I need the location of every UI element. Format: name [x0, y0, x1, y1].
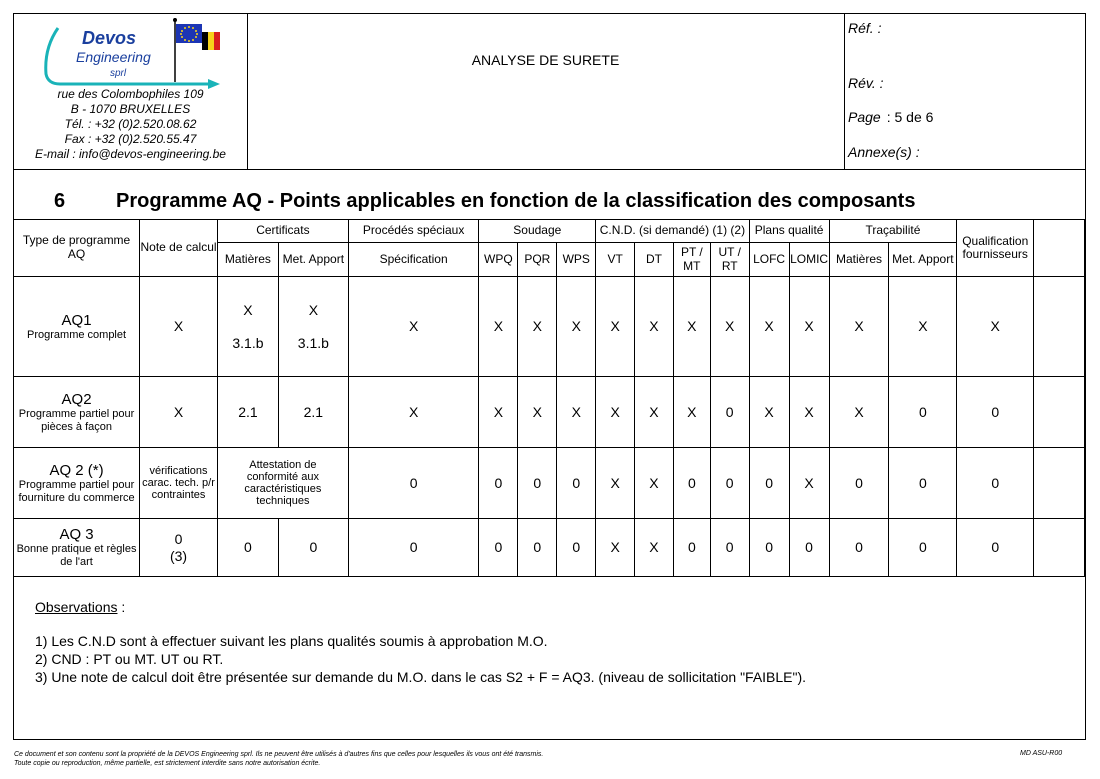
cell-empty — [1034, 277, 1085, 377]
cell-pt: X — [673, 277, 710, 377]
row-desc: Programme partiel pour fourniture du commerce — [18, 478, 135, 504]
row-label — [14, 277, 140, 377]
table-row — [14, 448, 1085, 519]
sub-dt: DT — [635, 243, 674, 277]
cell-trac-matieres: X — [829, 277, 889, 377]
cell-lofc: X — [749, 377, 789, 448]
footer-disclaimer — [14, 750, 543, 768]
cell-met-mark: X — [308, 302, 319, 319]
observation-item: 2) CND : PT ou MT. UT ou RT. — [35, 651, 224, 667]
cell-spec: X — [348, 377, 479, 448]
reference-block — [845, 14, 1085, 169]
cell-matieres: 0 — [217, 519, 278, 577]
page-indicator — [848, 109, 933, 125]
cell-wpq: X — [479, 377, 518, 448]
cell-met-grade: 3.1.b — [297, 334, 329, 351]
row-desc: Bonne pratique et règles de l'art — [16, 543, 137, 569]
cell-empty — [1034, 448, 1085, 519]
sub-trac-matieres: Matières — [829, 243, 889, 277]
page-label: Page — [848, 109, 881, 125]
row-name: AQ 3 — [59, 526, 94, 544]
cell-wps: X — [557, 377, 596, 448]
address-fax: Fax : +32 (0)2.520.55.47 — [64, 132, 197, 146]
cell-note-ref: (3) — [169, 547, 188, 564]
cell-matieres-mark: X — [243, 302, 253, 319]
cell-dt: X — [635, 277, 674, 377]
observations — [35, 598, 806, 686]
sub-trac-met-apport: Met. Apport — [889, 243, 957, 277]
observation-item: 1) Les C.N.D sont à effectuer suivant les plans qualités soumis à approbation M.O. — [35, 633, 548, 649]
sub-wps: WPS — [557, 243, 596, 277]
cell-empty — [1034, 377, 1085, 448]
sub-ut-rt: UT / RT — [710, 243, 749, 277]
cell-met-apport: 0 — [278, 519, 348, 577]
cell-lomic: X — [789, 277, 829, 377]
cell-matieres: 2.1 — [217, 377, 278, 448]
cell-ut: 0 — [710, 377, 749, 448]
cell-trac-matieres: 0 — [829, 519, 889, 577]
cell-ut: X — [710, 277, 749, 377]
header-procedes: Procédés spéciaux — [348, 220, 479, 243]
cell-ut: 0 — [710, 448, 749, 519]
cell-trac-met: 0 — [889, 519, 957, 577]
cell-lofc: 0 — [749, 519, 789, 577]
sub-lofc: LOFC — [749, 243, 789, 277]
cell-note: X — [140, 377, 218, 448]
header-soudage: Soudage — [479, 220, 596, 243]
header-cnd: C.N.D. (si demandé) (1) (2) — [596, 220, 749, 243]
cell-note — [140, 519, 218, 577]
cell-met-apport: 2.1 — [278, 377, 348, 448]
title-block — [247, 14, 845, 169]
cell-spec: 0 — [348, 448, 479, 519]
cell-empty — [1034, 519, 1085, 577]
observations-heading: Observations — [35, 599, 118, 615]
observation-item: 3) Une note de calcul doit être présentée sur demande du M.O. dans le cas S2 + F = AQ3. (niveau de sollicitation "FAIBLE"). — [35, 669, 807, 685]
cell-trac-met: X — [889, 277, 957, 377]
sub-pqr: PQR — [518, 243, 557, 277]
cell-matieres-grade: 3.1.b — [232, 334, 264, 351]
rev-label: Rév. : — [848, 75, 884, 91]
company-block — [14, 14, 248, 169]
cell-lofc: X — [749, 277, 789, 377]
cell-trac-matieres: 0 — [829, 448, 889, 519]
header-type: Type de programme AQ — [14, 220, 140, 277]
document-title: ANALYSE DE SURETE — [471, 52, 620, 68]
row-label — [14, 519, 140, 577]
sub-vt: VT — [596, 243, 635, 277]
belgian-flag-icon — [202, 32, 220, 50]
cell-wpq: 0 — [479, 448, 518, 519]
cell-trac-met: 0 — [889, 377, 957, 448]
cell-wps: 0 — [557, 519, 596, 577]
sub-wpq: WPQ — [479, 243, 518, 277]
table-row — [14, 519, 1085, 577]
cell-lofc: 0 — [749, 448, 789, 519]
row-name: AQ 2 (*) — [49, 461, 104, 479]
footer-line1: Ce document et son contenu sont la propriété de la DEVOS Engineering sprl. Ils ne peuvent être utilisés à d'autres fins que celles pour lesquelles ils vous ont été transmis. — [14, 751, 544, 758]
row-label — [14, 377, 140, 448]
document-frame — [13, 13, 1086, 740]
row-desc: Programme complet — [27, 328, 127, 341]
cell-wps: 0 — [557, 448, 596, 519]
cell-qualification: 0 — [957, 448, 1034, 519]
ref-label: Réf. : — [848, 20, 882, 36]
section-heading — [54, 190, 915, 213]
logo-engineering: Engineering — [76, 49, 151, 65]
cell-pt: 0 — [673, 519, 710, 577]
sub-specification: Spécification — [348, 243, 479, 277]
sub-lomic: LOMIC — [789, 243, 829, 277]
cell-ut: 0 — [710, 519, 749, 577]
cell-vt: X — [596, 377, 635, 448]
cell-lomic: 0 — [789, 519, 829, 577]
table-row — [14, 377, 1085, 448]
company-address — [14, 87, 247, 162]
sub-met-apport: Met. Apport — [278, 243, 348, 277]
address-city: B - 1070 BRUXELLES — [70, 102, 191, 116]
cell-vt: X — [596, 519, 635, 577]
header-note: Note de calcul — [140, 220, 218, 277]
cell-lomic: X — [789, 377, 829, 448]
cell-pt: 0 — [673, 448, 710, 519]
cell-wpq: 0 — [479, 519, 518, 577]
annexe-label: Annexe(s) : — [848, 144, 920, 160]
address-phone: Tél. : +32 (0)2.520.08.62 — [64, 117, 197, 131]
cell-pqr: 0 — [518, 519, 557, 577]
cell-dt: X — [635, 519, 674, 577]
header-empty — [1034, 220, 1085, 277]
header-certificats: Certificats — [217, 220, 348, 243]
cell-pqr: X — [518, 377, 557, 448]
cell-pt: X — [673, 377, 710, 448]
address-email: E-mail : info@devos-engineering.be — [35, 147, 226, 161]
logo-name: Devos — [82, 28, 137, 48]
logo-sprl: sprl — [110, 68, 127, 79]
aq-table — [14, 219, 1085, 577]
sub-pt-mt: PT / MT — [673, 243, 710, 277]
address-street: rue des Colombophiles 109 — [57, 87, 204, 101]
cell-lomic: X — [789, 448, 829, 519]
section-number: 6 — [54, 190, 66, 212]
header-qualification: Qualification fournisseurs — [957, 220, 1034, 277]
cell-wpq: X — [479, 277, 518, 377]
cell-qualification: X — [957, 277, 1034, 377]
cell-pqr: X — [518, 277, 557, 377]
company-logo — [36, 18, 236, 96]
page-value: : 5 de 6 — [886, 109, 934, 125]
cell-wps: X — [557, 277, 596, 377]
row-desc: Programme partiel pour pièces à façon — [18, 407, 135, 433]
cell-qualification: 0 — [957, 519, 1034, 577]
footer-line2: Toute copie ou reproduction, même partielle, est strictement interdite sans notre autorisation écrite. — [14, 760, 321, 767]
cell-spec: 0 — [348, 519, 479, 577]
cell-pqr: 0 — [518, 448, 557, 519]
cell-trac-met: 0 — [889, 448, 957, 519]
cell-note-value: 0 — [174, 531, 183, 548]
cell-vt: X — [596, 448, 635, 519]
table-row — [14, 277, 1085, 377]
header-plans: Plans qualité — [749, 220, 829, 243]
cell-qualification: 0 — [957, 377, 1034, 448]
header-tracabilite: Traçabilité — [829, 220, 957, 243]
cell-met-apport — [278, 277, 348, 377]
cell-spec: X — [348, 277, 479, 377]
document-header — [14, 14, 1085, 170]
cell-matieres — [217, 277, 278, 377]
row-name: AQ2 — [61, 390, 92, 408]
cell-dt: X — [635, 377, 674, 448]
row-label — [14, 448, 140, 519]
cell-vt: X — [596, 277, 635, 377]
section-title: Programme AQ - Points applicables en fonction de la classification des composants — [116, 190, 916, 212]
row-name: AQ1 — [61, 311, 92, 329]
observations-colon: : — [117, 599, 126, 615]
cell-trac-matieres: X — [829, 377, 889, 448]
cell-dt: X — [635, 448, 674, 519]
footer-code: MD ASU-R00 — [1020, 750, 1063, 757]
cell-note: vérifications carac. tech. p/r contraintes — [140, 448, 218, 519]
cell-note: X — [140, 277, 218, 377]
sub-matieres: Matières — [217, 243, 278, 277]
cell-certificats: Attestation de conformité aux caractéristiques techniques — [217, 448, 348, 519]
